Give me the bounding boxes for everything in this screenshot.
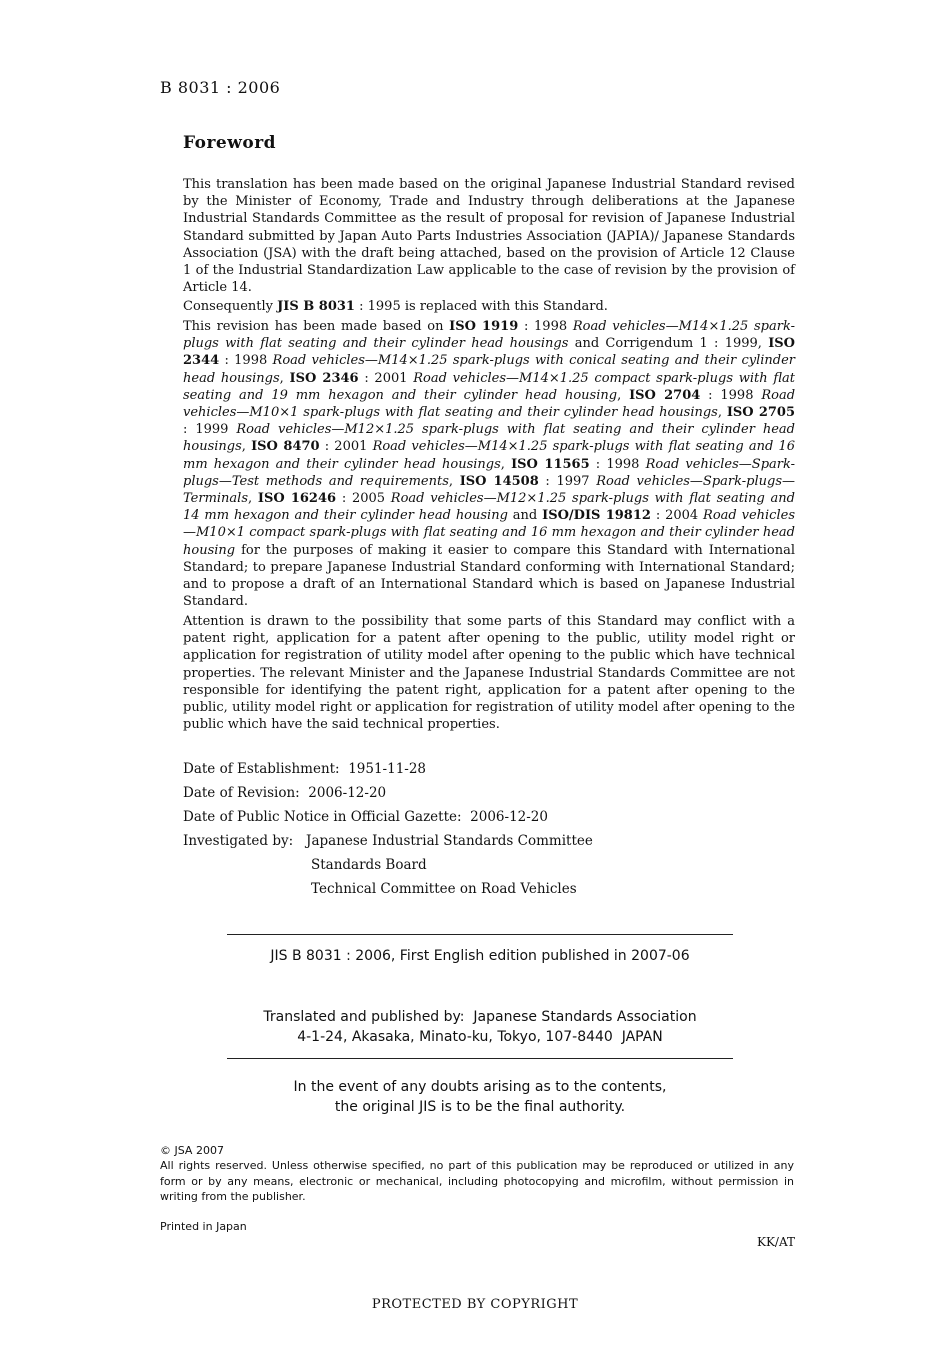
text-run: Consequently <box>183 299 278 314</box>
paragraph-rich-text <box>183 298 795 315</box>
copyright-footer: PROTECTED BY COPYRIGHT <box>371 1297 579 1312</box>
standard-reference: ISO 16246 <box>257 491 337 507</box>
standard-title: Road vehicles—M12×1.25 spark-plugs with flat seating and 14 mm hexagon and their cylinder head housing <box>183 491 796 524</box>
text-run: : 2005 <box>336 491 391 507</box>
text-run: : 1998 <box>518 319 573 334</box>
standard-reference: ISO 2346 <box>289 370 359 386</box>
standard-reference: ISO 14508 <box>459 473 539 489</box>
standard-title: Road vehicles—M12×1.25 spark-plugs with flat seating and their cylinder head housings <box>183 422 795 455</box>
authority-notice-line-1: In the event of any doubts arising as to the contents, <box>293 1079 667 1095</box>
rights-notice: All rights reserved. Unless otherwise specified, no part of this publication may be reproduced or utilized in any form or by any means, electronic or mechanical, including photocopying and microfilm, without permission in writing from the publisher. <box>160 1159 794 1203</box>
text-run: This revision has been made based on <box>183 319 450 334</box>
text-run: : 2001 <box>358 370 414 386</box>
standard-title: Road vehicles—M14×1.25 spark-plugs with conical seating and their cylinder head housings <box>183 353 795 386</box>
text-run: , <box>279 370 290 386</box>
paragraph-text: Attention is drawn to the possibility that some parts of this Standard may conflict with a patent right, application for a patent after opening to the public, utility model right or application for registration of utility model after opening to the public which have technical properties. The relevant Minister and the Japanese Industrial Standards Committee are not responsible for identifying the patent right, application for a patent after opening to the public, utility model right or application for registration of utility model after opening to the public which have the said technical properties. <box>183 614 795 733</box>
text-run: : 1997 <box>538 473 597 489</box>
text-run: : 2004 <box>650 508 704 524</box>
text-run: , <box>500 456 512 472</box>
standard-title: Road vehicles—M14×1.25 spark-plugs with flat seating and 16 mm hexagon and their cylinder head housings <box>183 439 795 472</box>
authority-notice-line-2: the original JIS is to be the final authority. <box>334 1099 626 1115</box>
edition-info: JIS B 8031 : 2006, First English edition published in 2007-06 <box>270 948 690 964</box>
text-run: : 2001 <box>319 439 373 455</box>
standard-reference: ISO/DIS 19812 <box>542 508 651 524</box>
text-run: and <box>507 508 543 524</box>
standard-title: Road vehicles—M10×1 compact spark-plugs with flat seating and 16 mm hexagon and their cylinder head housing <box>183 508 795 558</box>
standard-reference: ISO 1919 <box>449 319 519 334</box>
investigated-by: Investigated by: Japanese Industrial Standards Committee <box>183 833 593 849</box>
text-run: and Corrigendum 1 : 1999, <box>568 336 769 352</box>
text-run: , <box>717 405 727 421</box>
investigated-by-board: Standards Board <box>311 857 427 873</box>
text-run: : 1998 <box>219 353 273 369</box>
text-run: , <box>241 439 252 455</box>
date-of-establishment: Date of Establishment: 1951-11-28 <box>183 761 427 777</box>
investigated-by-committee: Technical Committee on Road Vehicles <box>311 881 577 897</box>
text-run: : 1998 <box>589 456 646 472</box>
copyright-notice: © JSA 2007 <box>160 1144 224 1157</box>
document-code: B 8031 : 2006 <box>160 78 281 97</box>
paragraph-rich-text <box>183 318 795 610</box>
text-run: , <box>248 491 258 507</box>
text-run: , <box>617 387 630 403</box>
printed-in: Printed in Japan <box>160 1220 247 1233</box>
publisher-info: Translated and published by: Japanese Standards Association <box>263 1009 697 1025</box>
standard-reference: ISO 8470 <box>251 439 320 455</box>
page-title: Foreword <box>183 133 277 153</box>
standard-reference: ISO 2344 <box>183 336 795 369</box>
divider-bottom <box>227 1058 733 1059</box>
internal-code: KK/AT <box>757 1235 795 1249</box>
standard-title: Road vehicles—M14×1.25 spark-plugs with flat seating and their cylinder head housings <box>183 319 795 352</box>
standard-reference: JIS B 8031 <box>277 299 355 314</box>
foreword-paragraph-2 <box>183 298 795 315</box>
date-of-revision: Date of Revision: 2006-12-20 <box>183 785 387 801</box>
foreword-paragraph-1 <box>183 176 795 296</box>
foreword-paragraph-3 <box>183 318 795 610</box>
standard-reference: ISO 2705 <box>726 405 795 421</box>
standard-title: Road vehicles—M10×1 spark-plugs with flat seating and their cylinder head housings <box>183 387 796 421</box>
paragraph-text: This translation has been made based on the original Japanese Industrial Standard revised by the Minister of Economy, Trade and Industry through deliberations at the Japanese Industrial Standards Committee as the result of proposal for revision of Japanese Industrial Standard submitted by Japan Auto Parts Industries Association (JAPIA)/ Japanese Standards Association (JSA) with the draft being attached, based on the provision of Article 12 Clause 1 of the Industrial Standardization Law applicable to the case of revision by the provision of Article 14. <box>183 177 795 296</box>
date-of-public-notice: Date of Public Notice in Official Gazette: 2006-12-20 <box>183 809 548 825</box>
text-run: : 1995 is replaced with this Standard. <box>354 299 608 314</box>
publisher-address: 4-1-24, Akasaka, Minato-ku, Tokyo, 107-8440 JAPAN <box>297 1029 663 1045</box>
text-run: : 1999 <box>183 422 237 438</box>
text-run: : 1998 <box>700 387 762 403</box>
divider-top <box>227 934 733 935</box>
foreword-paragraph-4 <box>183 613 795 733</box>
standard-reference: ISO 11565 <box>511 456 590 472</box>
text-run: , <box>448 473 460 489</box>
text-run: for the purposes of making it easier to compare this Standard with International Standard; to prepare Japanese Industrial Standard conforming with International Standard; and to propose a draft of an International Standard which is based on Japanese Industrial Standard. <box>183 542 795 610</box>
standard-reference: ISO 2704 <box>629 387 701 403</box>
standard-title: Road vehicles—Spark-plugs—Terminals <box>183 473 796 507</box>
standard-title: Road vehicles—M14×1.25 compact spark-plugs with flat seating and 19 mm hexagon and their cylinder head housing <box>183 370 795 403</box>
standard-title: Road vehicles—Spark-plugs—Test methods and requirements <box>183 456 796 489</box>
